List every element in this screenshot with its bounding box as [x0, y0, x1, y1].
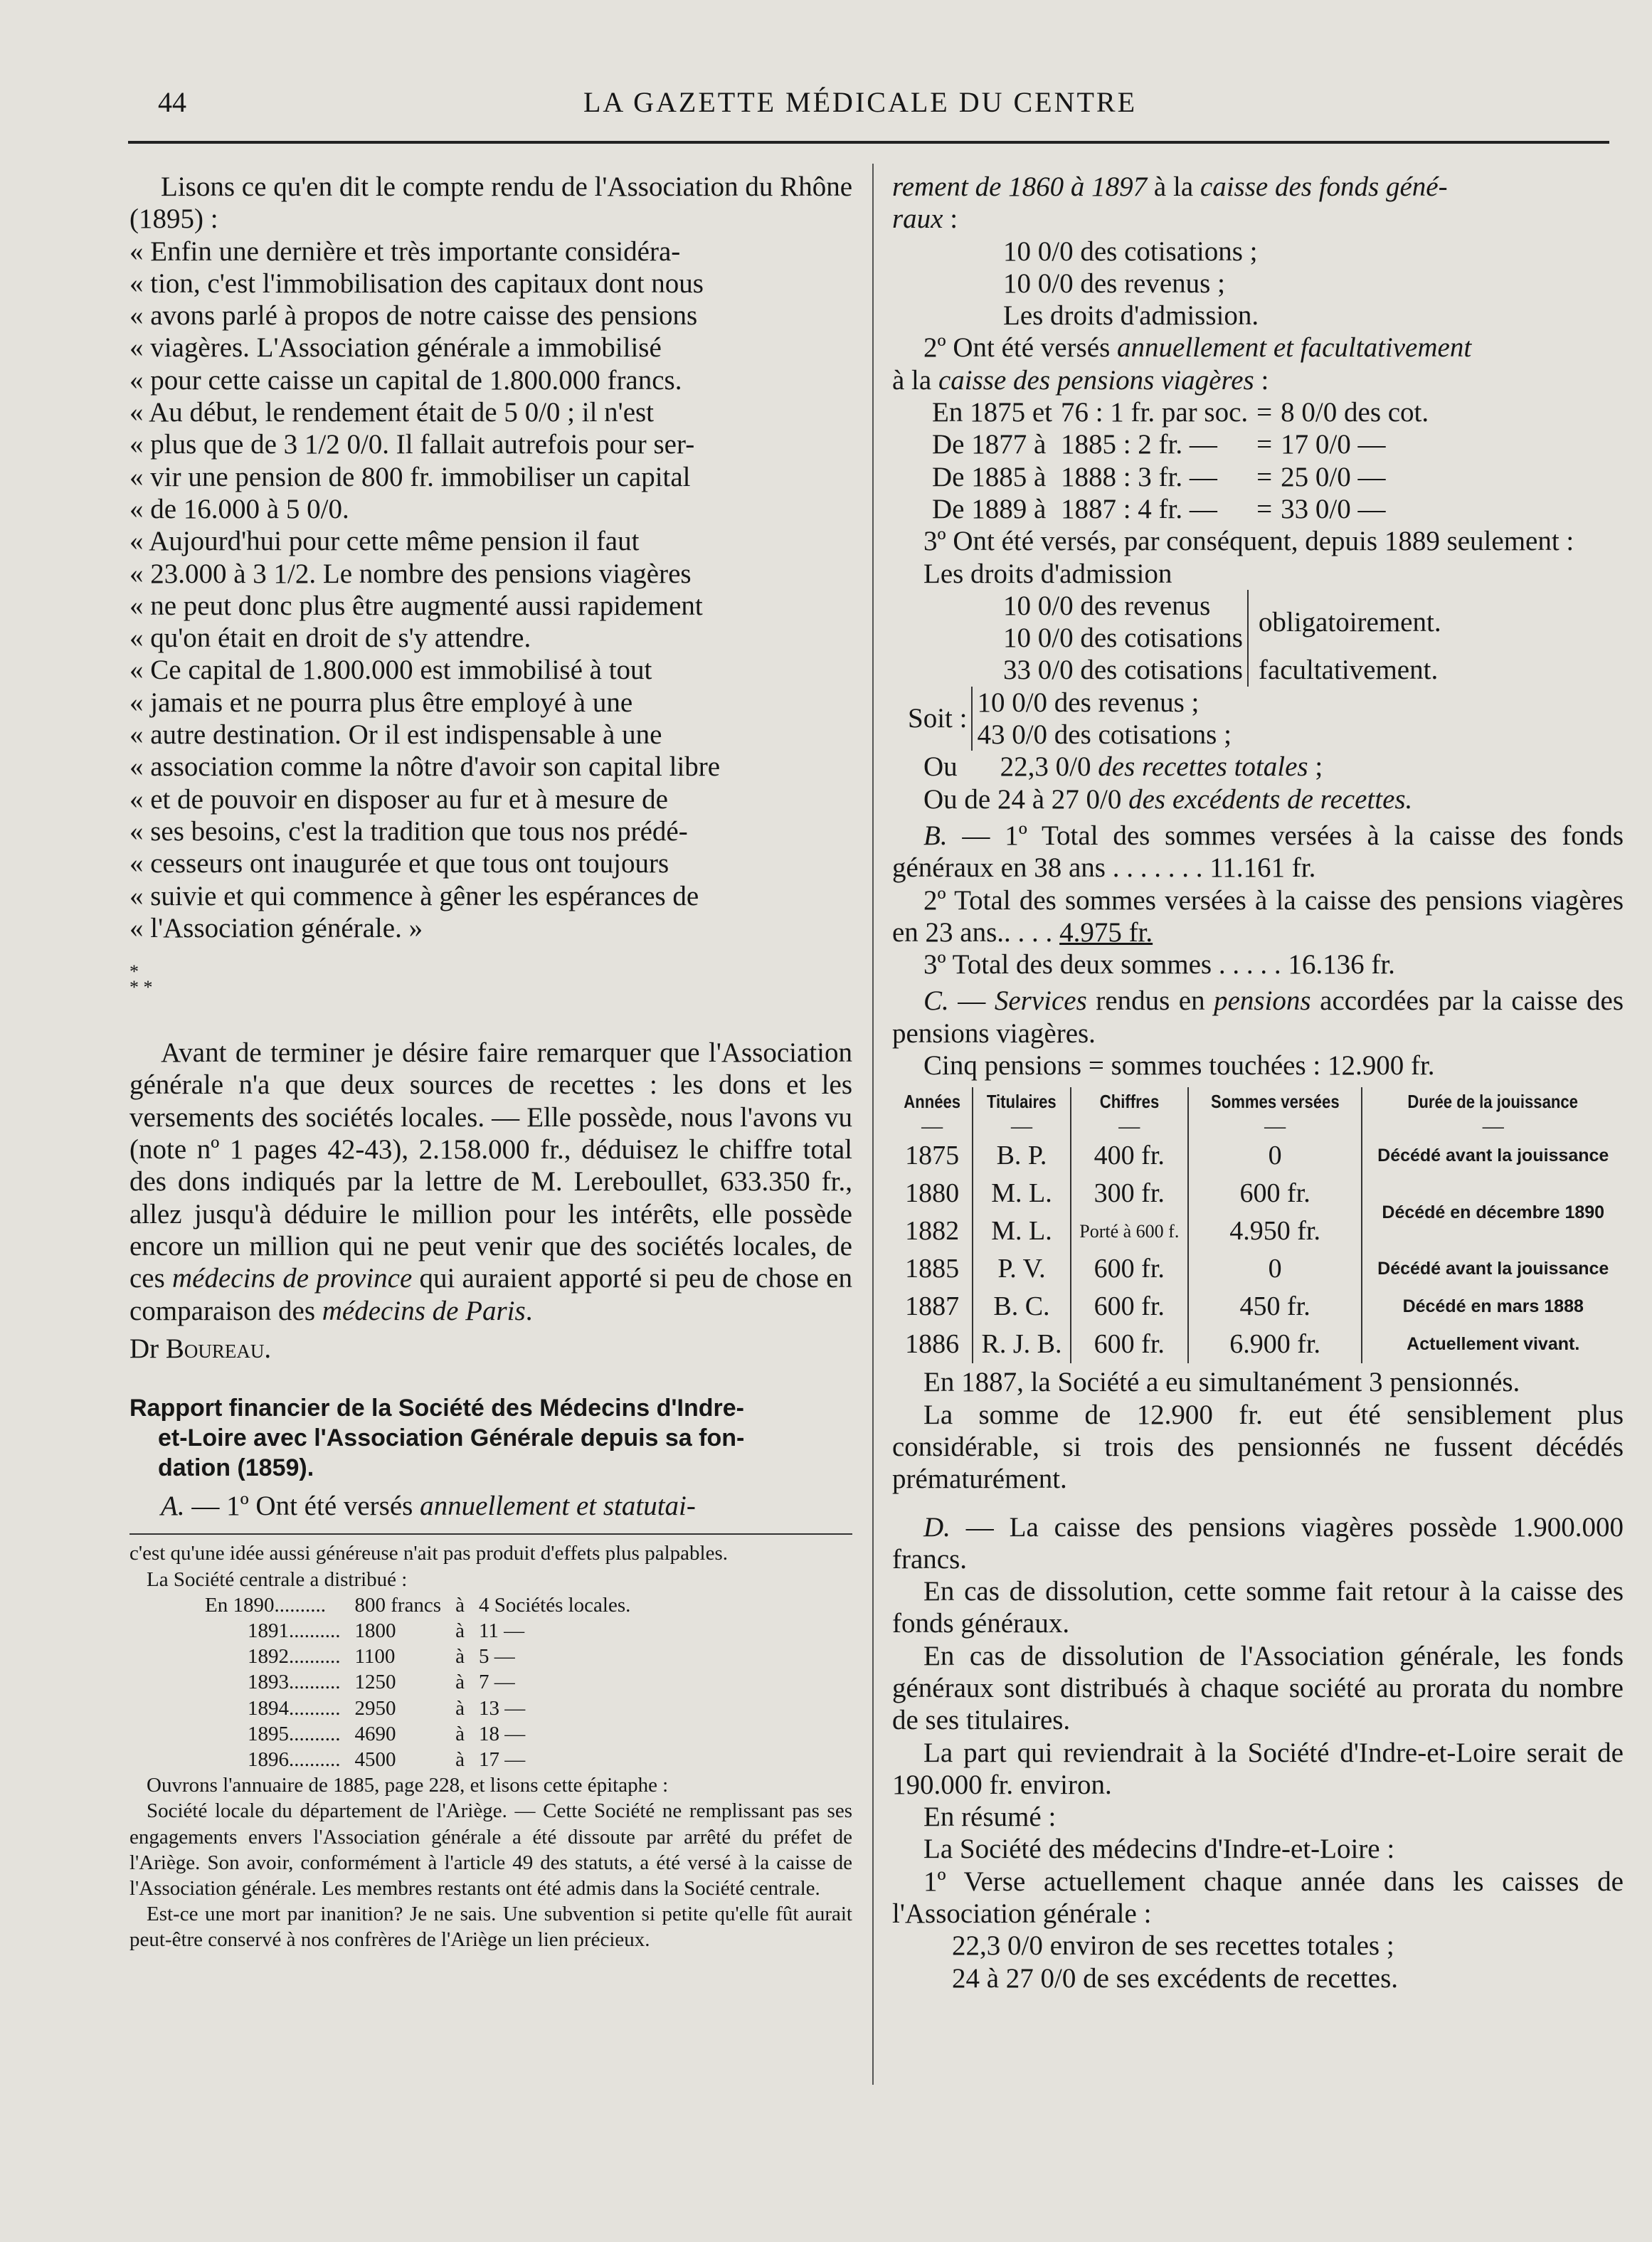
section-a-opening: A. — 1º Ont été versés annuellement et statutai- — [161, 1491, 696, 1522]
table-row: 1886 R. J. B. 600 fr. 6.900 fr. Actuellement vivant. — [892, 1326, 1624, 1363]
table-row: 33 0/0 des cotisations facultativement. — [999, 654, 1446, 686]
list-item: Ou de 24 à 27 0/0 des excédents de recettes. — [923, 783, 1413, 815]
quote-line: « et de pouvoir en disposer au fur et à mesure de — [129, 783, 668, 815]
table-row: 43 0/0 des cotisations ; — [904, 719, 1236, 751]
quote-line: « viagères. L'Association générale a immobilisé — [129, 332, 662, 364]
conclusion-paragraph: Avant de terminer je désire faire remarquer que l'Association générale n'a que deux sources de recettes : les dons et les versements des sociétés locales. — Elle possède, nous l'avons vu (note nº 1 pages 42-43), 2.158.000 fr., déduisez le chiffre total des dons indiqués par la lettre de M. Lereboullet, 633.350 fr., allez jusqu'à déduire le million pour les intérêts, elle possède encore un million qui ne peut venir que des sociétés locales, de ces médecins de province qui auraient apporté si peu de chose en comparaison des médecins de Paris. — [129, 1037, 852, 1326]
table-row: 1894.......... 2950 à 13 — — [248, 1696, 526, 1720]
quote-line: « plus que de 3 1/2 0/0. Il fallait autrefois pour ser- — [129, 429, 695, 460]
list-item: Ou 22,3 0/0 des recettes totales ; — [923, 751, 1323, 783]
header-rule — [128, 141, 1609, 144]
list-item: 10 0/0 des revenus ; — [1003, 268, 1225, 299]
quote-line: « qu'on était en droit de s'y attendre. — [129, 623, 531, 654]
left-column — [129, 171, 852, 1953]
quote-line: « Ce capital de 1.800.000 est immobilisé à tout — [129, 655, 652, 686]
footnote-text: Société locale du département de l'Ariège. — Cette Société ne remplissant pas ses engagements envers l'Association générale a été dissoute par arrêté du préfet de l'Ariège. Son avoir, conformément à l'article 49 des statuts, a été versé à la caisse de l'Association générale. Les membres restants ont été admis dans la Société centrale. — [129, 1799, 852, 1900]
table-row: 1885 P. V. 600 fr. 0 Décédé avant la jouissance — [892, 1250, 1624, 1288]
quote-line: « Enfin une dernière et très importante considéra- — [129, 236, 681, 267]
pensions-table — [892, 1087, 1624, 1363]
table-row: De 1885 à 1888 : 3 fr. — = 25 0/0 — — [932, 461, 1386, 492]
table-row: 1891.......... 1800 à 11 — — [248, 1619, 525, 1642]
footnote-text: Est-ce une mort par inanition? Je ne sais. Une subvention si petite qu'elle fût aurait peut-être conservé à nos confrères de l'Ariège un lien précieux. — [129, 1903, 852, 1952]
distribution-table — [198, 1592, 637, 1772]
paragraph: En 1887, la Société a eu simultanément 3 pensionnés. — [923, 1367, 1520, 1398]
quote-line: « ses besoins, c'est la tradition que tous nos prédé- — [129, 815, 688, 847]
quote-line: « association comme la nôtre d'avoir son capital libre — [129, 751, 721, 783]
intro-paragraph: Lisons ce qu'en dit le compte rendu de l'Association du Rhône (1895) : — [129, 171, 852, 235]
section-d: D. — La caisse des pensions viagères possède 1.900.000 francs. — [892, 1511, 1624, 1575]
table-row: Soit : 10 0/0 des revenus ; — [904, 687, 1236, 719]
table-row: 10 0/0 des cotisations — [1003, 623, 1243, 654]
table-row: 1892.......... 1100 à 5 — — [248, 1645, 515, 1669]
asterism: * * * — [129, 961, 153, 998]
footnote-block — [129, 1533, 852, 1952]
paragraph: La somme de 12.900 fr. eut été sensiblement plus considérable, si trois des pensionnés ne fussent décédés prématurément. — [892, 1399, 1624, 1495]
column-divider — [872, 164, 874, 2085]
report-heading: Rapport financier de la Société des Médecins d'Indre- et-Loire avec l'Association Générale depuis sa fon- dation (1859). — [129, 1395, 745, 1482]
quote-line: « pour cette caisse un capital de 1.800.000 francs. — [129, 364, 682, 396]
page-number: 44 — [158, 86, 186, 118]
table-row: 10 0/0 des revenus obligatoirement. — [999, 590, 1446, 622]
table-row: De 1877 à 1885 : 2 fr. — = 17 0/0 — — [932, 429, 1386, 460]
quote-line: « vir une pension de 800 fr. immobiliser un capital — [129, 461, 691, 492]
quote-line: « l'Association générale. » — [129, 912, 423, 943]
soit-table — [904, 687, 1236, 751]
table-header-row: Années Titulaires Chiffres Sommes versées Durée de la jouissance — [892, 1087, 1624, 1116]
quote-line: « Aujourd'hui pour cette même pension il faut — [129, 526, 640, 557]
obligation-table — [999, 590, 1446, 687]
section-b-1: B. — 1º Total des sommes versées à la caisse des fonds généraux en 38 ans . . . . . . . 11.161 fr. — [892, 820, 1624, 884]
footnote-text: Ouvrons l'annuaire de 1885, page 228, et lisons cette épitaphe : — [147, 1774, 669, 1797]
paragraph: La part qui reviendrait à la Société d'Indre-et-Loire serait de 190.000 fr. environ. — [892, 1737, 1624, 1800]
quote-line: « de 16.000 à 5 0/0. — [129, 493, 349, 524]
list-item: 22,3 0/0 environ de ses recettes totales ; — [952, 1930, 1394, 1962]
section-a-continued: rement de 1860 à 1897 à la caisse des fonds géné- raux : — [892, 171, 1448, 235]
table-row: 1880 M. L. 300 fr. 600 fr. Décédé en décembre 1890 — [892, 1175, 1624, 1212]
quote-line: « jamais et ne pourra plus être employé à une — [129, 687, 633, 718]
table-row: En 1890.......... 800 francs à 4 Sociétés locales. — [205, 1593, 631, 1617]
section-b-2: 2º Total des sommes versées à la caisse des pensions viagères en 23 ans.. . . . 4.975 fr. — [892, 884, 1624, 948]
quote-line: « autre destination. Or il est indispensable à une — [129, 719, 662, 751]
author-signature: Dr Boureau. — [129, 1333, 272, 1364]
table-row: 1875 B. P. 400 fr. 0 Décédé avant la jouissance — [892, 1137, 1624, 1175]
quote-line: « cesseurs ont inaugurée et que tous ont toujours — [129, 848, 669, 879]
table-row: 1882 M. L. Porté à 600 f. 4.950 fr. — [892, 1212, 1624, 1250]
list-item: 10 0/0 des cotisations ; — [1003, 236, 1258, 267]
paragraph: En résumé : — [923, 1802, 1057, 1833]
quote-line: « avons parlé à propos de notre caisse des pensions — [129, 300, 698, 332]
paragraph: 1º Verse actuellement chaque année dans les caisses de l'Association générale : — [892, 1866, 1624, 1930]
quote-line: « ne peut donc plus être augmenté aussi rapidement — [129, 590, 703, 621]
page-header — [0, 85, 1652, 128]
table-row: 1887 B. C. 600 fr. 450 fr. Décédé en mars 1888 — [892, 1288, 1624, 1326]
table-row: En 1875 et 76 : 1 fr. par soc. = 8 0/0 des cot. — [932, 397, 1429, 428]
footnote-text: c'est qu'une idée aussi généreuse n'ait pas produit d'effets plus palpables. — [129, 1542, 728, 1565]
rhone-quotation — [129, 236, 852, 945]
table-row: 1893.......... 1250 à 7 — — [248, 1671, 515, 1694]
paragraph: En cas de dissolution de l'Association générale, les fonds généraux sont distribués à chaque société au prorata du nombre de ses titulaires. — [892, 1640, 1624, 1736]
quote-line: « suivie et qui commence à gêner les espérances de — [129, 880, 699, 911]
journal-title: LA GAZETTE MÉDICALE DU CENTRE — [583, 86, 1138, 118]
paragraph: En cas de dissolution, cette somme fait retour à la caisse des fonds généraux. — [892, 1576, 1624, 1639]
section-a-2: 2º Ont été versés annuellement et facultativement à la caisse des pensions viagères : — [892, 332, 1472, 396]
table-row: 1896.......... 4500 à 17 — — [248, 1748, 526, 1772]
quote-line: « Au début, le rendement était de 5 0/0 ; il n'est — [129, 397, 655, 428]
contribution-table — [928, 396, 1433, 525]
table-row: — — — — — — [892, 1116, 1624, 1137]
quote-line: « 23.000 à 3 1/2. Le nombre des pensions viagères — [129, 558, 692, 589]
list-item: Les droits d'admission. — [1003, 300, 1259, 332]
table-row: De 1889 à 1887 : 4 fr. — = 33 0/0 — — [932, 493, 1386, 524]
right-column — [892, 171, 1624, 1994]
section-c: C. — Services rendus en pensions accordées par la caisse des pensions viagères. — [892, 985, 1624, 1049]
footnote-text: La Société centrale a distribué : — [147, 1567, 408, 1591]
list-item: Les droits d'admission — [923, 558, 1172, 589]
section-a-3: 3º Ont été versés, par conséquent, depuis 1889 seulement : — [923, 526, 1574, 557]
paragraph: La Société des médecins d'Indre-et-Loire : — [923, 1834, 1395, 1865]
table-row: 1895.......... 4690 à 18 — — [248, 1722, 526, 1745]
section-b-3: 3º Total des deux sommes . . . . . 16.136 fr. — [923, 949, 1395, 980]
quote-line: « tion, c'est l'immobilisation des capitaux dont nous — [129, 268, 704, 299]
pensions-summary: Cinq pensions = sommes touchées : 12.900 fr. — [923, 1050, 1435, 1082]
list-item: 24 à 27 0/0 de ses excédents de recettes. — [952, 1962, 1399, 1994]
